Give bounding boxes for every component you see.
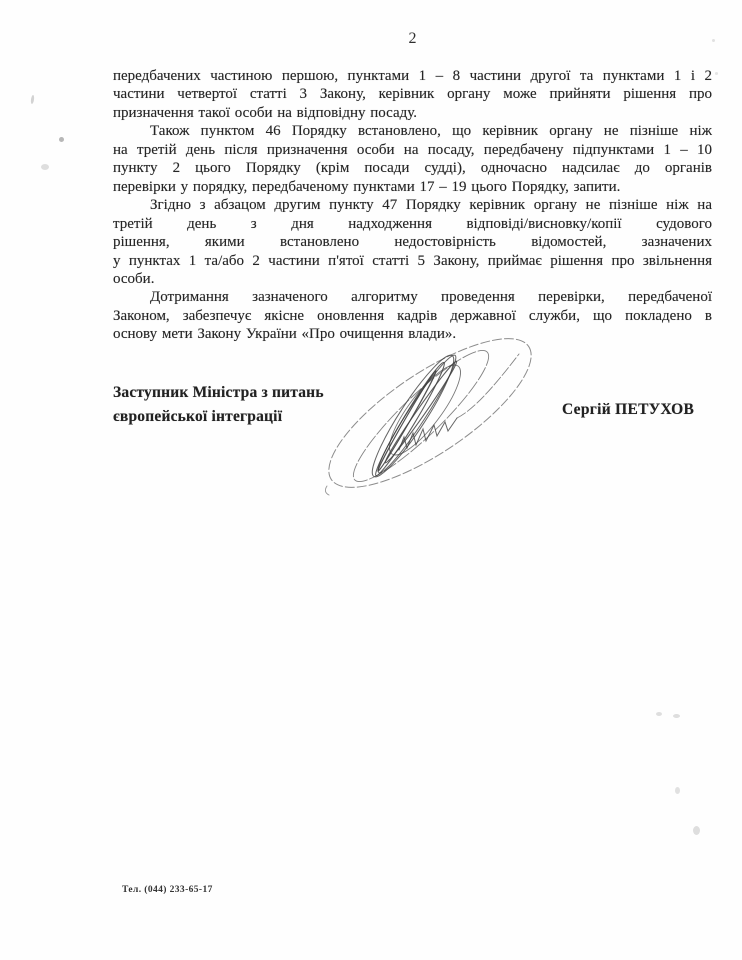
document-body: [113, 67, 712, 344]
body-line: у пунктах 1 та/або 2 частини п'ятої статті 5 Закону, приймає рішення про звільнення: [113, 252, 712, 269]
body-line: третій день з дня надходження відповіді/висновку/копії судового: [113, 215, 712, 232]
body-line: пункту 2 цього Порядку (крім посади судді), одночасно надсилає до органів: [113, 160, 712, 177]
signature-scribble: [313, 326, 538, 501]
body-line: рішення, якими встановлено недостовірність відомостей, зазначених: [113, 234, 712, 251]
body-line: Також пунктом 46 Порядку встановлено, що керівник органу не пізніше ніж: [150, 123, 712, 140]
scan-artifact: [30, 95, 34, 104]
scan-artifact: [41, 164, 49, 170]
scan-artifact: [715, 72, 718, 75]
body-line: на третій день після призначення особи на посаду, передбачену підпунктами 1 – 10: [113, 141, 712, 158]
paragraph: [113, 122, 712, 196]
scan-artifact: [712, 39, 715, 42]
page-number: 2: [408, 30, 417, 47]
signatory-title: [113, 381, 324, 428]
paragraph: [113, 67, 712, 122]
body-line: перевірки у порядку, передбаченому пунктами 17 – 19 цього Порядку, запити.: [113, 178, 621, 195]
signatory-title-line2: європейської інтеграції: [113, 407, 283, 425]
body-line: частини четвертої статті 3 Закону, керівник органу може прийняти рішення про: [113, 86, 712, 103]
signatory-name: Сергій ПЕТУХОВ: [562, 401, 695, 418]
scan-artifact: [675, 787, 680, 794]
signatory-title-line1: Заступник Міністра з питань: [113, 384, 324, 401]
body-line: особи.: [113, 270, 155, 287]
body-line: Згідно з абзацом другим пункту 47 Порядку керівник органу не пізніше ніж на: [150, 197, 712, 214]
body-line: основу мети Закону України «Про очищення влади».: [113, 326, 457, 343]
scan-artifact: [59, 137, 64, 142]
scan-artifact: [693, 826, 700, 835]
body-line: Законом, забезпечує якісне оновлення кадрів державної служби, що покладено в: [113, 307, 712, 324]
scan-artifact: [673, 714, 680, 718]
paragraph: [113, 196, 712, 288]
scan-artifact: [656, 712, 662, 716]
body-line: Дотримання зазначеного алгоритму проведення перевірки, передбаченої: [150, 289, 712, 306]
footer-phone: Тел. (044) 233-65-17: [122, 885, 213, 895]
body-line: призначення такої особи на відповідну посаду.: [113, 104, 418, 121]
body-line: передбачених частиною першою, пунктами 1 – 8 частини другої та пунктами 1 і 2: [113, 68, 712, 84]
